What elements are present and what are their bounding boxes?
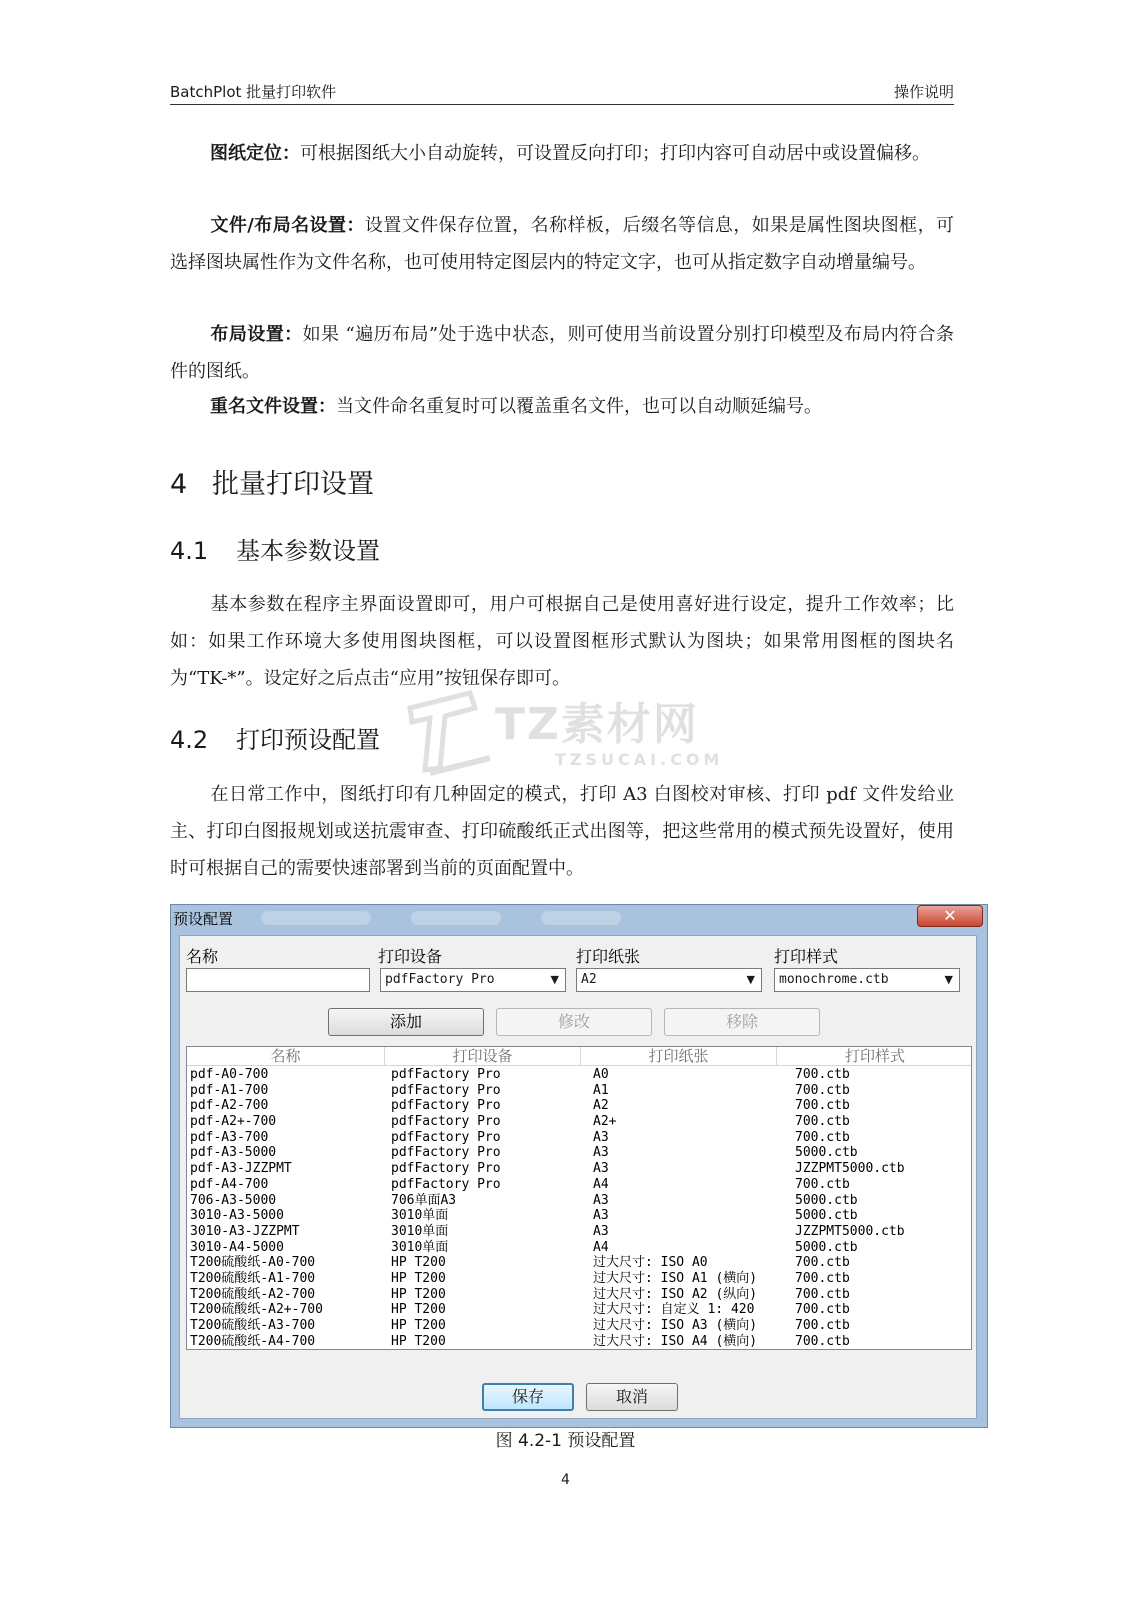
chevron-down-icon: ▼ xyxy=(944,973,953,986)
heading-text: 基本参数设置 xyxy=(236,537,380,565)
column-header-name[interactable]: 名称 xyxy=(187,1047,385,1065)
cell-style: 700.ctb xyxy=(795,1114,850,1130)
preset-list[interactable] xyxy=(186,1046,972,1350)
cell-name: pdf-A3-700 xyxy=(190,1129,269,1145)
cell-paper: 过大尺寸: 自定义 1: 420 xyxy=(593,1302,755,1318)
column-header-style[interactable]: 打印样式 xyxy=(844,1047,905,1065)
chevron-down-icon: ▼ xyxy=(746,973,755,986)
cell-device: HP T200 xyxy=(391,1286,446,1302)
paragraph-text: 可根据图纸大小自动旋转，可设置反向打印；打印内容可自动居中或设置偏移。 xyxy=(300,143,930,164)
device-label: 打印设备 xyxy=(378,947,443,966)
cell-device: pdfFactory Pro xyxy=(391,1161,501,1177)
device-select-value: pdfFactory Pro xyxy=(385,972,495,987)
paper-select-value: A2 xyxy=(581,972,597,987)
list-item[interactable] xyxy=(187,1145,971,1161)
cell-style: 5000.ctb xyxy=(795,1192,858,1208)
cell-paper: A0 xyxy=(593,1067,609,1082)
cell-name: pdf-A3-5000 xyxy=(190,1145,277,1161)
cell-device: pdfFactory Pro xyxy=(391,1098,501,1114)
cell-paper: A2 xyxy=(593,1098,609,1114)
cell-style: 700.ctb xyxy=(795,1129,850,1145)
paragraph-label: 图纸定位： xyxy=(210,143,300,164)
blurred-background xyxy=(261,911,371,925)
cell-name: pdf-A2-700 xyxy=(190,1098,269,1114)
paragraph-text: 当文件命名重复时可以覆盖重名文件，也可以自动顺延编号。 xyxy=(336,396,822,417)
cell-paper: 过大尺寸: ISO A2 (纵向) xyxy=(593,1286,758,1302)
heading-section-4-2 xyxy=(170,720,380,755)
remove-button[interactable]: 移除 xyxy=(664,1008,820,1036)
cell-paper: A1 xyxy=(593,1082,609,1098)
cell-style: 700.ctb xyxy=(795,1255,850,1271)
dialog-title: 预设配置 xyxy=(173,910,234,928)
cell-style: 5000.ctb xyxy=(795,1208,858,1224)
list-rows xyxy=(187,1067,971,1349)
cell-name: pdf-A2+-700 xyxy=(190,1114,277,1130)
cell-device: HP T200 xyxy=(391,1255,446,1271)
paragraph-file-layout-name xyxy=(170,207,954,281)
style-label: 打印样式 xyxy=(774,947,839,966)
paragraph-paper-positioning xyxy=(170,135,954,172)
watermark-subtext: TZSUCAI.COM xyxy=(555,750,724,769)
paragraph-text: 基本参数在程序主界面设置即可，用户可根据自己是使用喜好进行设定，提升工作效率；比如：如果工作环境大多使用图块图框，可以设置图框形式默认为图块；如果常用图框的图块名为“TK-*”。设定好之后点击“应用”按钮保存即可。 xyxy=(170,594,954,689)
cell-device: pdfFactory Pro xyxy=(391,1129,501,1145)
cell-name: 3010-A3-5000 xyxy=(190,1208,284,1224)
paragraph-text: 如果 “遍历布局”处于选中状态，则可使用当前设置分别打印模型及布局内符合条件的图纸。 xyxy=(170,324,955,382)
cell-device: pdfFactory Pro xyxy=(391,1176,501,1192)
column-header-device[interactable]: 打印设备 xyxy=(385,1047,581,1065)
paper-label: 打印纸张 xyxy=(576,947,641,966)
cell-name: T200硫酸纸-A2+-700 xyxy=(190,1302,323,1318)
cell-name: pdf-A4-700 xyxy=(190,1176,269,1192)
cell-paper: A3 xyxy=(593,1192,609,1208)
cell-paper: A3 xyxy=(593,1223,609,1239)
paragraph-label: 重名文件设置： xyxy=(210,396,336,417)
list-item[interactable] xyxy=(187,1098,971,1114)
list-item[interactable] xyxy=(187,1083,971,1099)
cell-device: pdfFactory Pro xyxy=(391,1067,501,1082)
cell-style: 700.ctb xyxy=(795,1098,850,1114)
cell-paper: A3 xyxy=(593,1129,609,1145)
list-item[interactable] xyxy=(187,1334,971,1350)
cell-style: 700.ctb xyxy=(795,1082,850,1098)
cell-paper: A4 xyxy=(593,1239,609,1255)
blurred-background xyxy=(411,911,501,925)
cell-style: 700.ctb xyxy=(795,1333,850,1349)
cell-name: 3010-A3-JZZPMT xyxy=(190,1223,300,1239)
cell-paper: A3 xyxy=(593,1145,609,1161)
list-item[interactable] xyxy=(187,1177,971,1193)
blurred-background xyxy=(541,911,621,925)
cell-name: T200硫酸纸-A2-700 xyxy=(190,1286,316,1302)
figure-caption: 图 4.2-1 预设配置 xyxy=(495,1431,636,1451)
watermark-text: TZ素材网 xyxy=(495,699,699,750)
heading-number: 4 xyxy=(170,469,188,500)
modify-button[interactable]: 修改 xyxy=(496,1008,652,1036)
cell-paper: A4 xyxy=(593,1176,609,1192)
cell-device: HP T200 xyxy=(391,1318,446,1333)
cell-style: 700.ctb xyxy=(795,1286,850,1302)
name-input[interactable] xyxy=(186,968,370,992)
list-item[interactable] xyxy=(187,1208,971,1224)
paragraph-preset-intro xyxy=(170,776,954,887)
cell-device: pdfFactory Pro xyxy=(391,1114,501,1130)
paper-select[interactable] xyxy=(576,968,762,992)
cell-style: 700.ctb xyxy=(795,1176,850,1192)
cell-style: JZZPMT5000.ctb xyxy=(795,1161,905,1177)
cell-name: 3010-A4-5000 xyxy=(190,1239,284,1255)
heading-number: 4.2 xyxy=(170,726,209,754)
cell-name: T200硫酸纸-A1-700 xyxy=(190,1270,316,1286)
cell-device: 3010单面 xyxy=(391,1208,449,1224)
heading-text: 批量打印设置 xyxy=(212,469,374,500)
preset-config-dialog xyxy=(170,904,988,1428)
list-item[interactable] xyxy=(187,1287,971,1303)
column-header-paper[interactable]: 打印纸张 xyxy=(581,1047,777,1065)
style-select[interactable] xyxy=(774,968,960,992)
cell-name: pdf-A0-700 xyxy=(190,1067,269,1082)
list-item[interactable] xyxy=(187,1271,971,1287)
cell-device: HP T200 xyxy=(391,1333,446,1349)
cell-paper: 过大尺寸: ISO A1 (横向) xyxy=(593,1270,758,1286)
cell-paper: A3 xyxy=(593,1161,609,1177)
cell-paper: A3 xyxy=(593,1208,609,1224)
cell-style: 700.ctb xyxy=(795,1302,850,1318)
cell-device: pdfFactory Pro xyxy=(391,1082,501,1098)
list-item[interactable] xyxy=(187,1302,971,1318)
heading-section-4 xyxy=(170,462,374,501)
device-select[interactable] xyxy=(380,968,566,992)
cell-paper: 过大尺寸: ISO A0 xyxy=(593,1255,708,1271)
list-item[interactable] xyxy=(187,1318,971,1334)
paragraph-basic-params xyxy=(170,586,954,697)
paragraph-layout-settings xyxy=(170,316,954,390)
cell-device: 3010单面 xyxy=(391,1223,449,1239)
cell-name: pdf-A1-700 xyxy=(190,1082,269,1098)
paragraph-label: 布局设置： xyxy=(210,324,303,345)
list-item[interactable] xyxy=(187,1114,971,1130)
close-icon[interactable]: ✕ xyxy=(917,905,983,927)
cell-style: 700.ctb xyxy=(795,1067,850,1082)
list-item[interactable] xyxy=(187,1130,971,1146)
cell-style: 5000.ctb xyxy=(795,1239,858,1255)
list-item[interactable] xyxy=(187,1240,971,1256)
save-button[interactable]: 保存 xyxy=(482,1383,574,1411)
cell-style: 5000.ctb xyxy=(795,1145,858,1161)
cell-name: T200硫酸纸-A0-700 xyxy=(190,1255,316,1271)
list-item[interactable] xyxy=(187,1067,971,1083)
paragraph-duplicate-name xyxy=(170,388,954,425)
cell-device: 3010单面 xyxy=(391,1239,449,1255)
heading-number: 4.1 xyxy=(170,537,209,565)
cell-device: pdfFactory Pro xyxy=(391,1145,501,1161)
chevron-down-icon: ▼ xyxy=(550,973,559,986)
list-item[interactable] xyxy=(187,1255,971,1271)
cell-device: 706单面A3 xyxy=(391,1192,457,1208)
cell-name: pdf-A3-JZZPMT xyxy=(190,1161,292,1177)
style-select-value: monochrome.ctb xyxy=(779,972,889,987)
cell-style: JZZPMT5000.ctb xyxy=(795,1223,905,1239)
list-header xyxy=(187,1047,971,1066)
dialog-body xyxy=(179,935,977,1419)
header-title: BatchPlot 批量打印软件 xyxy=(170,83,337,101)
header-section: 操作说明 xyxy=(893,83,954,101)
cancel-button[interactable]: 取消 xyxy=(586,1383,678,1411)
cell-paper: A2+ xyxy=(593,1114,617,1130)
list-item[interactable] xyxy=(187,1161,971,1177)
cell-name: T200硫酸纸-A3-700 xyxy=(190,1318,316,1333)
list-item[interactable] xyxy=(187,1224,971,1240)
cell-device: HP T200 xyxy=(391,1270,446,1286)
name-label: 名称 xyxy=(186,947,219,966)
add-button[interactable]: 添加 xyxy=(328,1008,484,1036)
paragraph-text: 设置文件保存位置，名称样板，后缀名等信息，如果是属性图块图框，可选择图块属性作为文件名称，也可使用特定图层内的特定文字，也可从指定数字自动增量编号。 xyxy=(170,215,954,273)
cell-style: 700.ctb xyxy=(795,1270,850,1286)
cell-paper: 过大尺寸: ISO A4 (横向) xyxy=(593,1333,758,1349)
heading-text: 打印预设配置 xyxy=(236,726,380,754)
page-number: 4 xyxy=(561,1472,570,1488)
watermark xyxy=(400,688,740,788)
list-item[interactable] xyxy=(187,1193,971,1209)
cell-device: HP T200 xyxy=(391,1302,446,1318)
heading-section-4-1 xyxy=(170,531,380,566)
paragraph-text: 在日常工作中，图纸打印有几种固定的模式，打印 A3 白图校对审核、打印 pdf 文件发给业主、打印白图报规划或送抗震审查、打印硫酸纸正式出图等，把这些常用的模式预先设置好，使用时可根据自己的需要快速部署到当前的页面配置中。 xyxy=(170,784,954,879)
cell-style: 700.ctb xyxy=(795,1318,850,1333)
cell-paper: 过大尺寸: ISO A3 (横向) xyxy=(593,1318,758,1333)
page-header xyxy=(170,78,954,105)
cell-name: 706-A3-5000 xyxy=(190,1192,277,1208)
cell-name: T200硫酸纸-A4-700 xyxy=(190,1333,316,1349)
watermark-logo-icon xyxy=(400,688,500,788)
paragraph-label: 文件/布局名设置： xyxy=(210,215,365,236)
